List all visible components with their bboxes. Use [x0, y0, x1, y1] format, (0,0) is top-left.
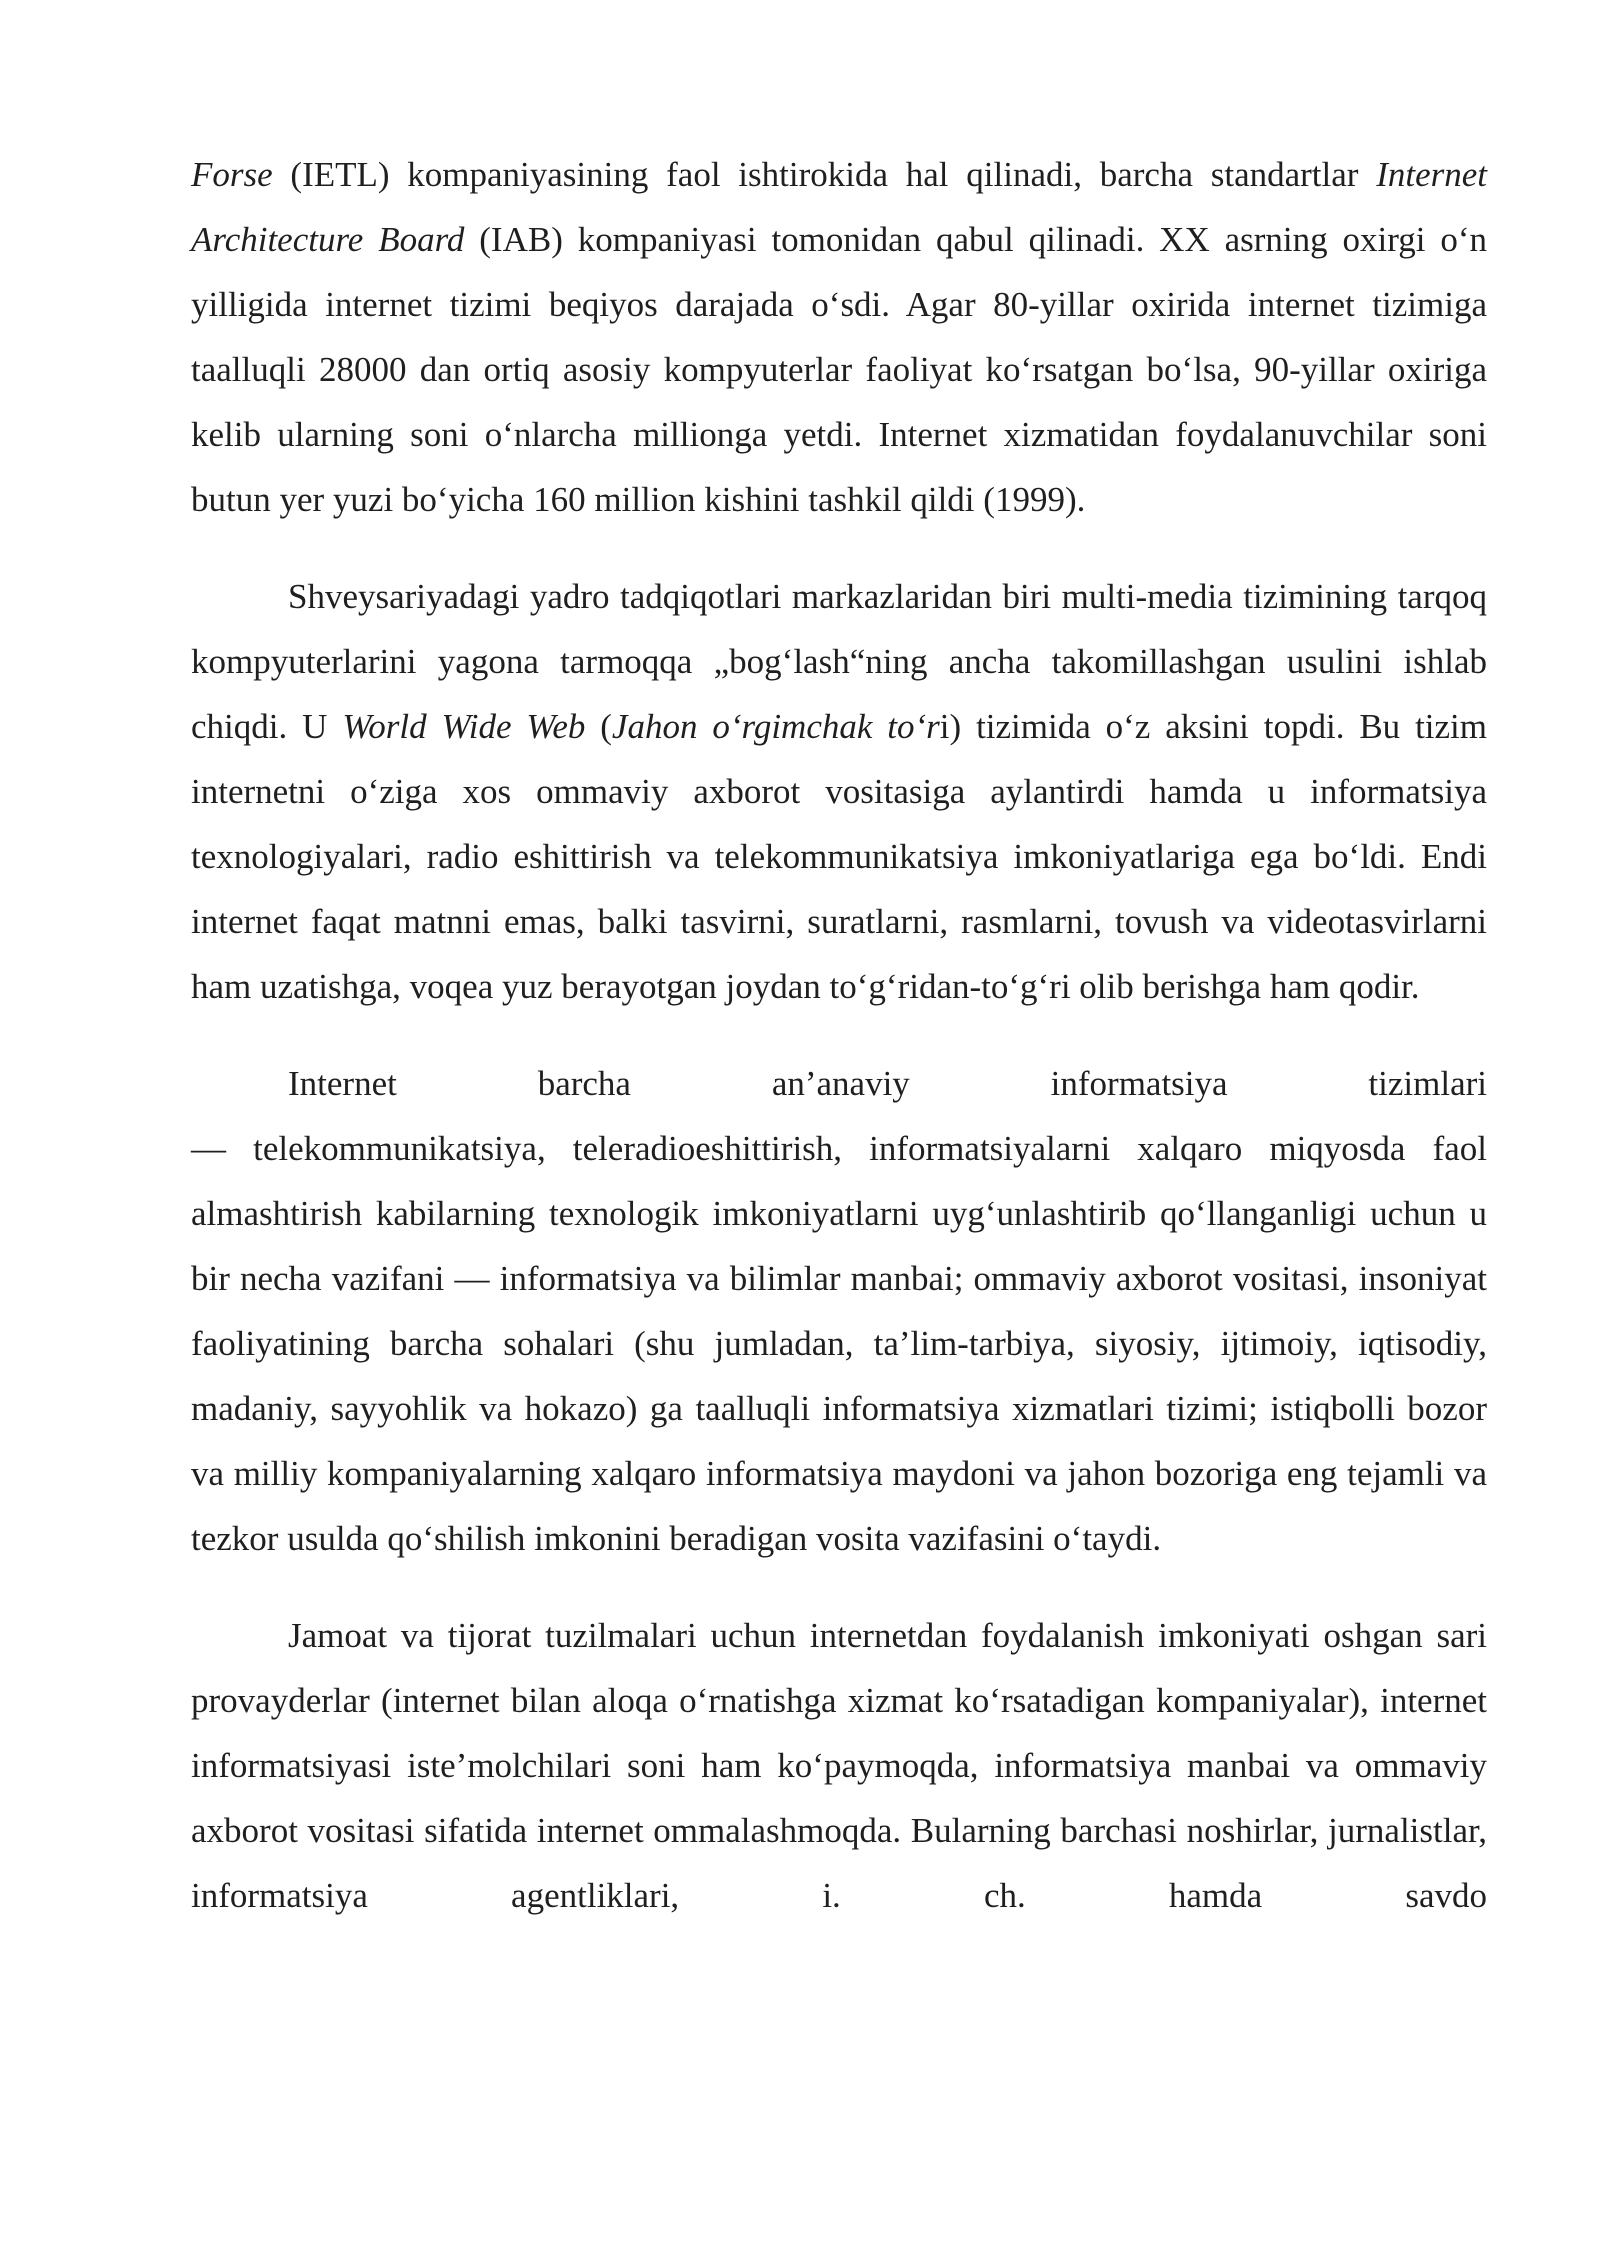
- text-segment: (IAB) kompaniyasi tomonidan qabul qilinadi. XX asrning oxirgi o‘n yilligida internet tizimi beqiyos darajada o‘sdi. Agar 80-yillar oxirida internet tizimiga taalluqli 28000 dan ortiq asosiy kompyuterlar faoliyat ko‘rsatgan bo‘lsa, 90-yillar oxiriga kelib ularning soni o‘nlarcha millionga yetdi. Internet xizmatidan foydalanuvchilar soni butun yer yuzi bo‘yicha 160 million kishini tashkil qildi (1999).: [191, 220, 1487, 519]
- text-segment: World Wide Web: [342, 707, 586, 746]
- paragraph-2: [191, 564, 1487, 1019]
- text-segment: Internet Architecture Board: [191, 155, 1487, 259]
- text-segment: (IETL) kompaniyasining faol ishtirokida hal qilinadi, barcha standartlar: [272, 155, 1377, 194]
- paragraph-3-body: — telekommunikatsiya, teleradioeshittirish, informatsiyalarni xalqaro miqyosda faol almashtirish kabilarning texnologik imkoniyatlarni uyg‘unlashtirib qo‘llanganligi uchun u bir necha vazifani — informatsiya va bilimlar manbai; ommaviy axborot vositasi, insoniyat faoliyatining barcha sohalari (shu jumladan, ta’lim-tarbiya, siyosiy, ijtimoiy, iqtisodiy, madaniy, sayyohlik va hokazo) ga taalluqli informatsiya xizmatlari tizimi; istiqbolli bozor va milliy kompaniyalarning xalqaro informatsiya maydoni va jahon bozoriga eng tejamli va tezkor usulda qo‘shilish imkonini beradigan vosita vazifasini o‘taydi.: [191, 1129, 1487, 1558]
- text-segment: i) tizimida o‘z aksini topdi. Bu tizim internetni o‘ziga xos ommaviy axborot vositasiga aylantirdi hamda u informatsiya texnologiyalari, radio eshittirish va telekommunikatsiya imkoniyatlariga ega bo‘ldi. Endi internet faqat matnni emas, balki tasvirni, suratlarni, rasmlarni, tovush va videotasvirlarni ham uzatishga, voqea yuz berayotgan joydan to‘g‘ridan-to‘g‘ri olib berishga ham qodir.: [191, 707, 1488, 1006]
- text-segment: Jahon o‘rgimchak to‘r: [611, 707, 940, 746]
- paragraph-3: [191, 1051, 1487, 1571]
- document-page: [191, 142, 1487, 1928]
- text-segment: (: [585, 707, 612, 746]
- paragraph-4: [191, 1603, 1487, 1928]
- text-segment: Jamoat va tijorat tuzilmalari uchun internetdan foydalanish imkoniyati oshgan sari provayderlar (internet bilan aloqa o‘rnatishga xizmat ko‘rsatadigan kompaniyalar), internet informatsiyasi iste’molchilari soni ham ko‘paymoqda, informatsiya manbai va ommaviy axborot vositasi sifatida internet ommalashmoqda. Bularning barchasi noshirlar, jurnalistlar, informatsiya agentliklari, i. ch. hamda savdo: [191, 1616, 1487, 1915]
- paragraph-3-first-line: Internet barcha an’anaviy informatsiya tizimlari: [288, 1064, 1487, 1103]
- paragraph-1: [191, 142, 1487, 532]
- text-segment: Forse: [191, 155, 273, 194]
- text-segment: Shveysariyadagi yadro tadqiqotlari markazlaridan biri multi-media tizimining tarqoq kompyuterlarini yagona tarmoqqa „bog‘lash“ning ancha takomillashgan usulini ishlab chiqdi. U: [191, 577, 1487, 746]
